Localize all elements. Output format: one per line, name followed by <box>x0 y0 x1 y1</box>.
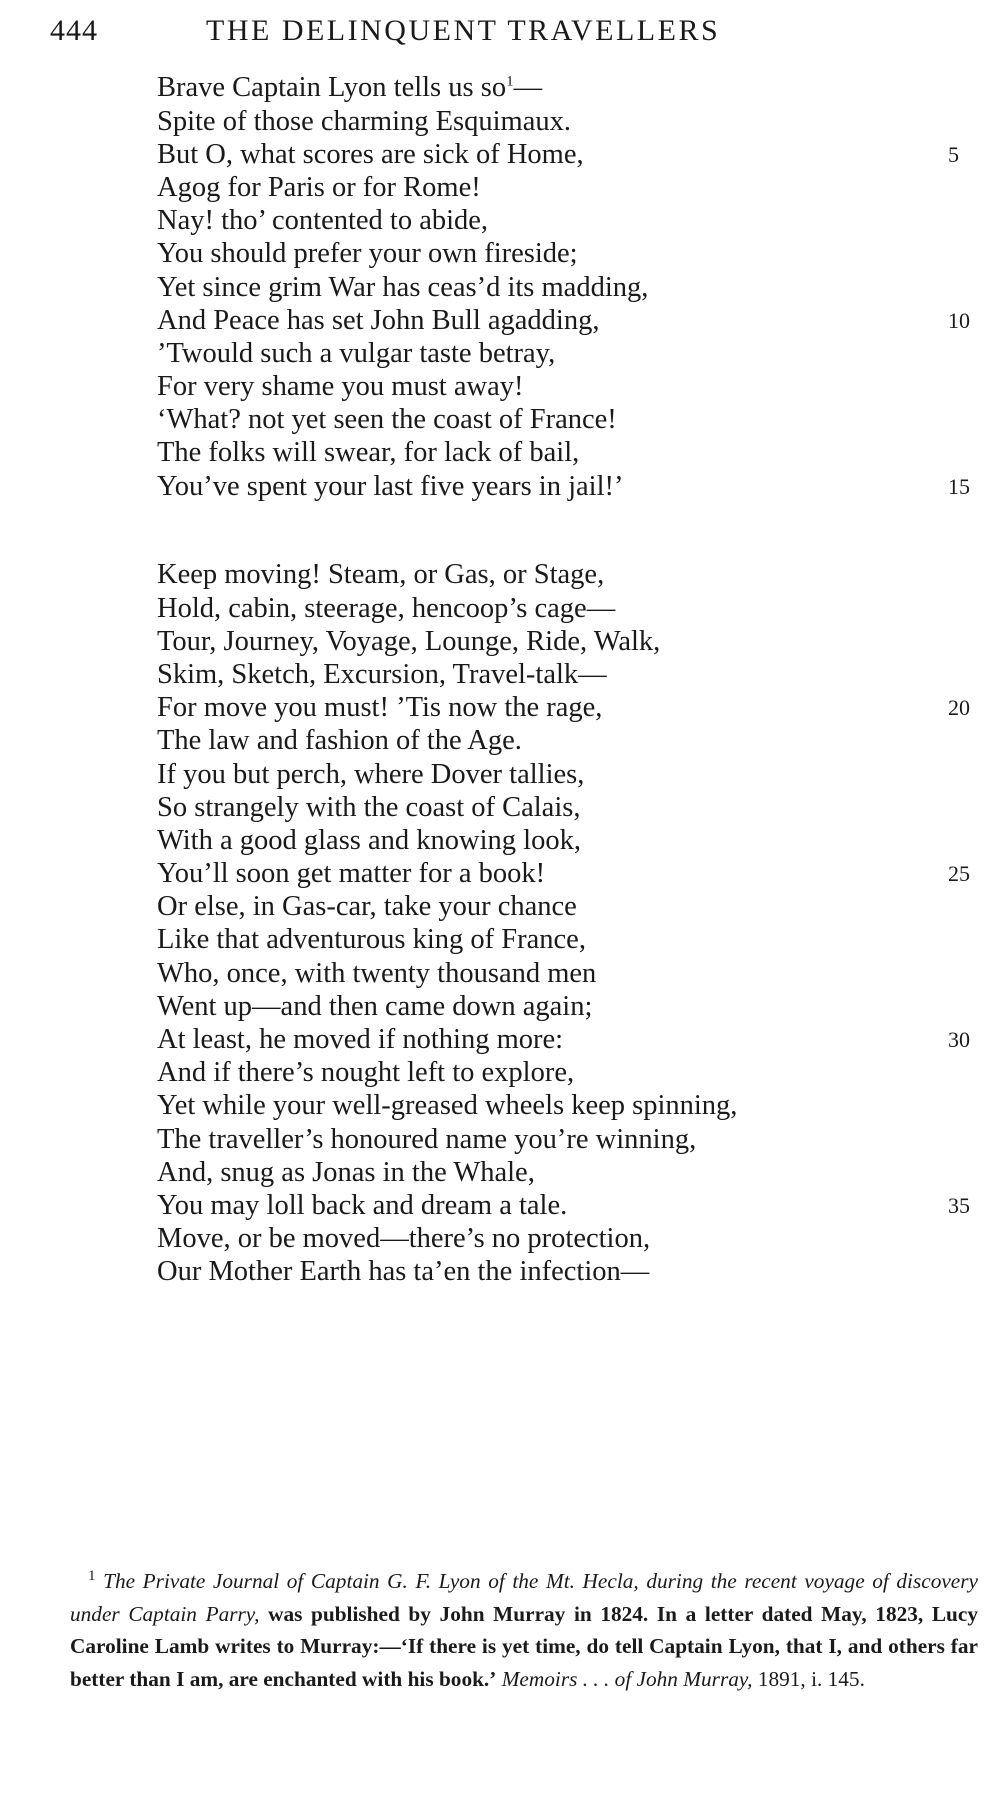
line-number: 25 <box>948 861 970 886</box>
poem-line: And if there’s nought left to explore, <box>157 1057 575 1088</box>
footnote-text <box>70 1565 978 1695</box>
line-number: 30 <box>948 1027 970 1052</box>
poem-line: Like that adventurous king of France, <box>157 924 586 955</box>
poem-line: For very shame you must away! <box>157 371 524 402</box>
footnote-source-title: Memoirs . . . of John Murray, <box>501 1666 753 1691</box>
poem-line: Yet while your well-greased wheels keep spinning, <box>157 1090 738 1121</box>
poem-line: Nay! tho’ contented to abide, <box>157 205 489 236</box>
poem-line: For move you must! ’Tis now the rage, <box>157 692 603 723</box>
poem-line: The traveller’s honoured name you’re winning, <box>157 1124 697 1155</box>
page-number: 444 <box>50 14 98 47</box>
poem-line: Skim, Sketch, Excursion, Travel-talk— <box>157 659 607 690</box>
poem-line: You’ve spent your last five years in jail!’ <box>157 471 624 502</box>
poem-line: Agog for Paris or for Rome! <box>157 172 481 203</box>
poem-line: So strangely with the coast of Calais, <box>157 792 581 823</box>
poem-line: Who, once, with twenty thousand men <box>157 958 597 989</box>
poem-line: Hold, cabin, steerage, hencoop’s cage— <box>157 593 616 624</box>
page-header <box>0 14 1000 54</box>
poem-line: You should prefer your own fireside; <box>157 238 578 269</box>
line-number: 10 <box>948 308 970 333</box>
poem-line: Move, or be moved—there’s no protection, <box>157 1223 651 1254</box>
poem-line: Spite of those charming Esquimaux. <box>157 106 571 137</box>
poem-line: You’ll soon get matter for a book! <box>157 858 546 889</box>
poem-line: Brave Captain Lyon tells us $so^1—$ <box>157 72 543 103</box>
poem-line: Or else, in Gas-car, take your chance <box>157 891 577 922</box>
poem-line: If you but perch, where Dover tallies, <box>157 759 585 790</box>
line-number: 35 <box>948 1193 970 1218</box>
footnote-citation: 1891, i. 145. <box>757 1666 865 1691</box>
footnote <box>70 1565 978 1695</box>
poem-line: And Peace has set John Bull agadding, <box>157 305 600 336</box>
poem-line: The folks will swear, for lack of bail, <box>157 437 580 468</box>
poem-line: And, snug as Jonas in the Whale, <box>157 1157 535 1188</box>
poem-line: At least, he moved if nothing more: <box>157 1024 564 1055</box>
poem-line: Keep moving! Steam, or Gas, or Stage, <box>157 559 605 590</box>
line-number: 20 <box>948 695 970 720</box>
poem-line: You may loll back and dream a tale. <box>157 1190 568 1221</box>
running-title: THE DELINQUENT TRAVELLERS <box>206 14 721 47</box>
poem-line: Our Mother Earth has ta’en the infection— <box>157 1256 650 1287</box>
poem-line: ’Twould such a vulgar taste betray, <box>157 338 556 369</box>
poem-line: Yet since grim War has ceas’d its madding, <box>157 272 649 303</box>
poem-line: Tour, Journey, Voyage, Lounge, Ride, Walk, <box>157 626 661 657</box>
footnote-body: was published by John Murray in 1824. In a letter dated May, 1823, Lucy Caroline Lamb writes to Murray:—‘If there is yet time, do tell Captain Lyon, that I, and others far better than I am, are enchanted with his book.’ <box>70 1601 979 1691</box>
poem-line: But O, what scores are sick of Home, <box>157 139 584 170</box>
footnote-marker: 1 <box>506 73 514 90</box>
footnote-number: 1 <box>88 1567 96 1584</box>
poem-line: With a good glass and knowing look, <box>157 825 581 856</box>
poem-line: Went up—and then came down again; <box>157 991 593 1022</box>
footnote-book-title: The Private Journal of Captain G. F. Lyon of the Mt. Hecla, during the recent voyage of discovery under Captain Parry, <box>70 1569 979 1626</box>
line-number: 5 <box>948 142 959 167</box>
line-number: 15 <box>948 474 970 499</box>
poem-line: ‘What? not yet seen the coast of France! <box>157 404 617 435</box>
poem-line: The law and fashion of the Age. <box>157 725 522 756</box>
